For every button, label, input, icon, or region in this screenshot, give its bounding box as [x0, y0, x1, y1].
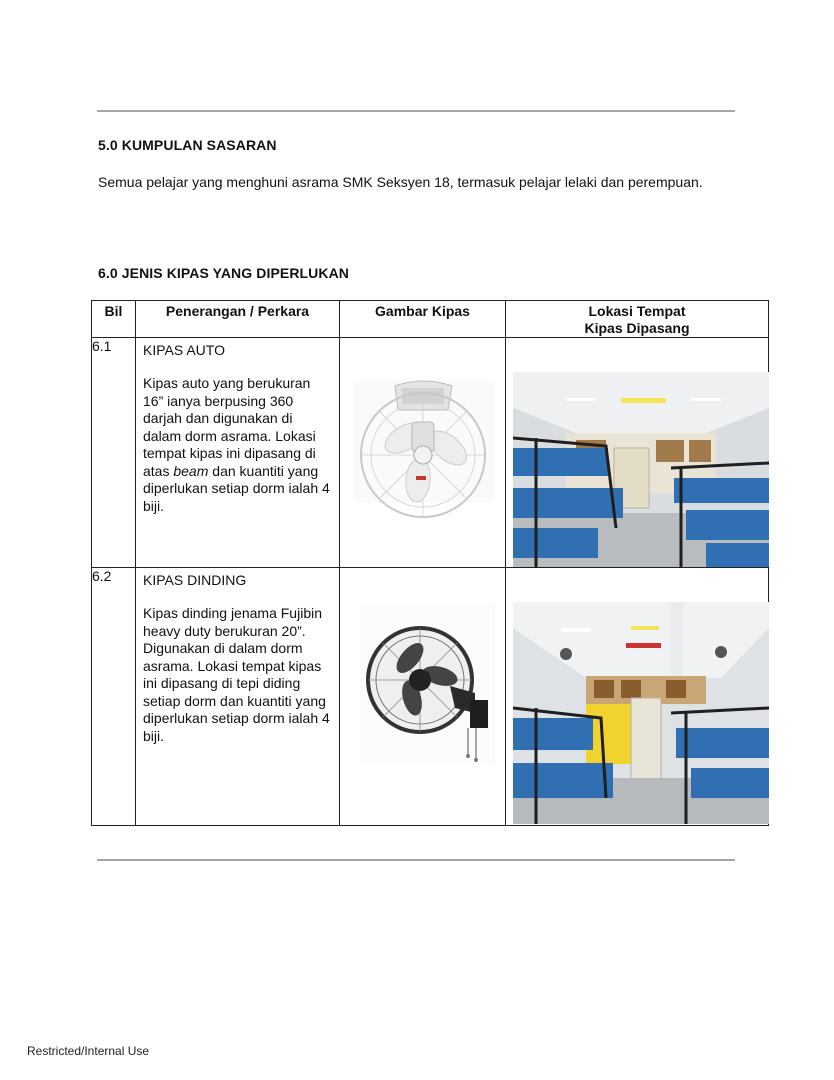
col-header-gambar: Gambar Kipas — [340, 301, 506, 338]
location-image-cell — [506, 338, 769, 568]
dorm-photo-wall — [506, 568, 769, 826]
fan-image-cell — [340, 338, 506, 568]
classification-footer: Restricted/Internal Use — [27, 1044, 150, 1058]
row-description-cell — [136, 338, 340, 568]
fan-type-title: KIPAS AUTO — [143, 342, 225, 358]
fan-image-cell — [340, 568, 506, 826]
row-description-cell — [136, 568, 340, 826]
fan-description: Kipas dinding jenama Fujibin heavy duty berukuran 20”. Digunakan di dalam dorm asrama. Lokasi tempat kipas ini dipasang di tepi diding setiap dorm dan kuantiti yang diperlukan setiap dorm ialah 4 biji. — [143, 605, 330, 744]
row-number: 6.1 — [92, 338, 136, 568]
wall-fan-photo — [340, 568, 506, 826]
fan-table — [91, 300, 769, 826]
col-header-lokasi: Lokasi Tempat Kipas Dipasang — [506, 301, 769, 338]
section-5-text: Semua pelajar yang menghuni asrama SMK Seksyen 18, termasuk pelajar lelaki dan perempuan. — [98, 174, 703, 190]
location-image-cell — [506, 568, 769, 826]
table-row — [92, 568, 769, 826]
row-number: 6.2 — [92, 568, 136, 826]
table-header-row — [92, 301, 769, 338]
col-header-penerangan: Penerangan / Perkara — [136, 301, 340, 338]
table-row — [92, 338, 769, 568]
dorm-photo-beam — [506, 338, 769, 568]
col-header-bil: Bil — [92, 301, 136, 338]
fan-description: Kipas auto yang berukuran 16” ianya berpusing 360 darjah dan digunakan di dalam dorm asrama. Lokasi tempat kipas ini dipasang di atas beam dan kuantiti yang diperlukan setiap dorm ialah 4 biji. — [143, 375, 330, 514]
top-divider — [97, 110, 735, 112]
section-6-heading: 6.0 JENIS KIPAS YANG DIPERLUKAN — [98, 265, 350, 281]
ceiling-fan-photo — [340, 338, 506, 568]
bottom-divider — [97, 859, 735, 861]
fan-type-title: KIPAS DINDING — [143, 572, 247, 588]
section-5-heading: 5.0 KUMPULAN SASARAN — [98, 137, 277, 153]
